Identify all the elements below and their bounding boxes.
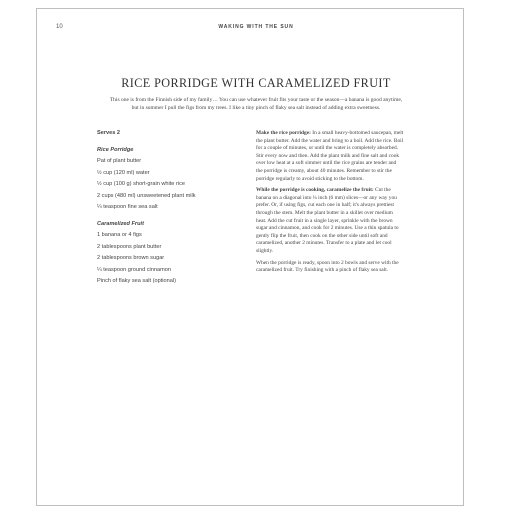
- step-text: When the porridge is ready, spoon into 2 bowls and serve with the caramelized fruit. Try finishing with a pinch of flaky sea salt.: [256, 259, 399, 274]
- method-step-3: [256, 260, 404, 275]
- step-lead: Make the rice porridge:: [256, 130, 311, 136]
- recipe-intro: This one is from the Finnish side of my family… You can use whatever fruit fits your taste or the season—a banana is good anytime, but in summer I pull the figs from my trees. I like a tiny pinch of flaky sea salt instead of adding extra sweetness.: [109, 97, 403, 111]
- ingredient-item: 2 tablespoons plant butter: [97, 243, 162, 250]
- serves-label: Serves 2: [97, 130, 121, 136]
- page-number: 10: [56, 24, 63, 30]
- step-text: Cut the banana on a diagonal into ¼ inch (6 mm) slices—or any way you prefer. Or, if using figs, cut each one in half; it's always prettiest through the stem. Melt the plant butter in a skillet over medium heat. Add the cut fruit in a single layer, sprinkle with the brown sugar and cinnamon, and cook for 2 minutes. Use a thin spatula to gently flip the fruit, then cook on the other side until soft and caramelized, another 2 minutes. Transfer to a plate and let cool slightly.: [256, 187, 399, 254]
- recipe-title: RICE PORRIDGE WITH CARAMELIZED FRUIT: [121, 76, 391, 90]
- ingredient-item: 2 cups (480 ml) unsweetened plant milk: [97, 192, 196, 199]
- ingredient-item: ½ cup (100 g) short-grain white rice: [97, 181, 185, 187]
- running-head: WAKING WITH THE SUN: [218, 24, 294, 30]
- ingredient-item: ¼ teaspoon fine sea salt: [97, 204, 158, 210]
- ingredients-column: [97, 128, 247, 288]
- step-lead: While the porridge is cooking, caramelize the fruit:: [256, 187, 374, 194]
- fruit-heading: Caramelized Fruit: [97, 220, 144, 227]
- ingredient-item: Pat of plant butter: [97, 158, 142, 164]
- ingredient-item: 2 tablespoons brown sugar: [97, 255, 165, 261]
- ingredient-item: 1 banana or 4 figs: [97, 232, 142, 238]
- method-step-1: [256, 130, 404, 183]
- ingredient-item: ½ cup (120 ml) water: [97, 169, 150, 176]
- porridge-heading: Rice Porridge: [97, 146, 134, 153]
- ingredient-item: Pinch of flaky sea salt (optional): [97, 278, 176, 284]
- step-text: In a small heavy-bottomed saucepan, melt the plant butter. Add the water and bring to a boil. Add the rice. Boil for a couple of minutes, or until the water is completely absorbed. Stir every now and then. Add the plant milk and fine salt and cook over low heat at a soft simmer until the rice grains are tender and the porridge is creamy, about 40 minutes. Remember to stir the porridge regularly to avoid sticking to the bottom.: [256, 130, 404, 182]
- ingredient-item: ¼ teaspoon ground cinnamon: [97, 266, 172, 273]
- method-step-2: [256, 187, 404, 255]
- method-column: [256, 130, 404, 279]
